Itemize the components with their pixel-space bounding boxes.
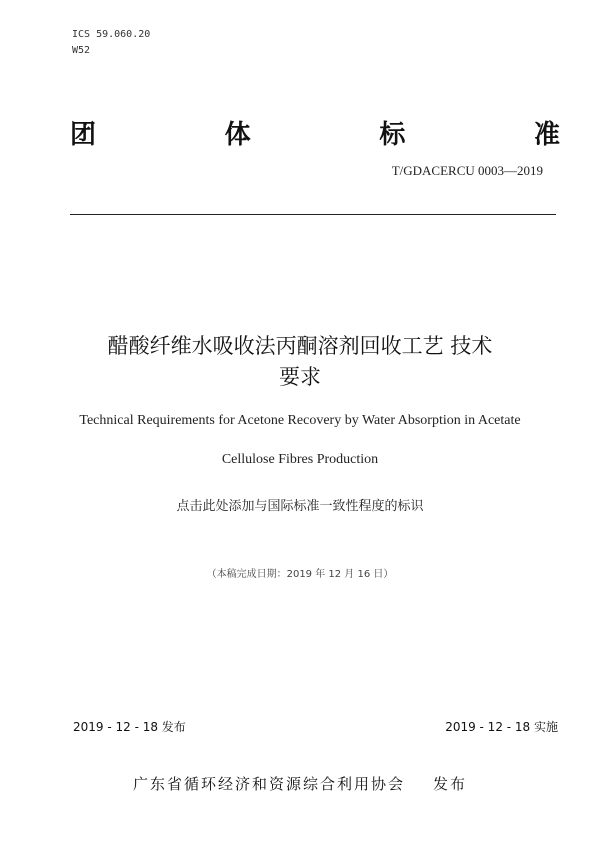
- publisher-line: [0, 773, 600, 794]
- standard-type-char: 准: [533, 120, 560, 150]
- title-en-line-2: Cellulose Fibres Production: [221, 452, 379, 467]
- title-cn-line-2: 要求: [279, 365, 321, 389]
- publish-action: 发布: [433, 775, 468, 793]
- consistency-placeholder[interactable]: 点击此处添加与国际标准一致性程度的标识: [176, 499, 424, 514]
- standard-code: T/GDACERCU 0003—2019: [391, 163, 543, 178]
- issue-date: 2019 - 12 - 18 发布: [73, 720, 186, 734]
- standard-type-char: 标: [379, 120, 406, 150]
- ics-code: ICS 59.060.20: [72, 29, 151, 40]
- header-divider: [70, 214, 556, 215]
- ccs-code: W52: [72, 45, 91, 56]
- standard-type-char: 团: [70, 120, 97, 150]
- title-en-line-1: Technical Requirements for Acetone Recovery by Water Absorption in Acetate: [79, 413, 521, 428]
- implementation-date: 2019 - 12 - 18 实施: [445, 720, 558, 734]
- standard-type-heading: [70, 114, 560, 151]
- title-cn-line-1: 醋酸纤维水吸收法丙酮溶剂回收工艺 技术: [107, 334, 493, 358]
- draft-completion-date: （本稿完成日期：2019 年 12 月 16 日）: [206, 569, 394, 580]
- standard-type-char: 体: [224, 120, 251, 150]
- publisher-name: 广东省循环经济和资源综合利用协会: [132, 775, 405, 793]
